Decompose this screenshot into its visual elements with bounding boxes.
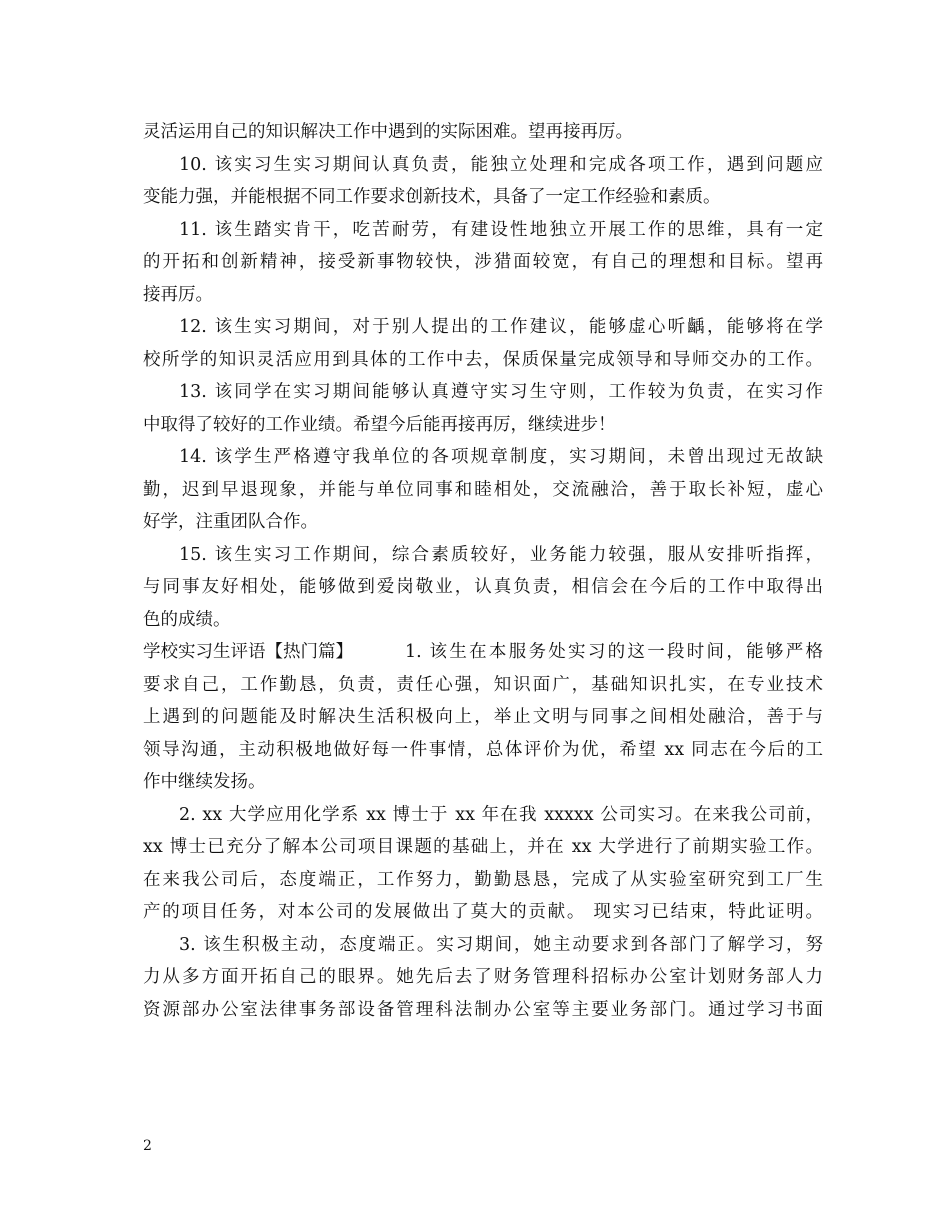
document-body (143, 116, 823, 1026)
item-14-line: 14. 该学生严格遵守我单位的各项规章制度，实习期间，未曾出现过无故缺 (179, 447, 823, 467)
page-number: 2 (143, 1138, 152, 1154)
text-line: 勤，迟到早退现象，并能与单位同事和睦相处，交流融洽，善于取长补短，虚心 (143, 479, 823, 500)
text-line: 在来我公司后，态度端正，工作努力，勤勤恳恳，完成了从实验室研究到工厂生 (143, 869, 823, 890)
text-line: 要求自己，工作勤恳，负责，责任心强，知识面广，基础知识扎实，在专业技术 (143, 674, 823, 695)
text-line: 校所学的知识灵活应用到具体的工作中去，保质保量完成领导和导师交办的工作。 (143, 349, 823, 370)
section-first-line: 1. 该生在本服务处实习的这一段时间，能够严格 (405, 642, 823, 662)
item-13-line: 13. 该同学在实习期间能够认真遵守实习生守则，工作较为负责，在实习作 (179, 382, 823, 402)
text-line: 领导沟通，主动积极地做好每一件事情，总体评价为优，希望 xx 同志在今后的工 (143, 739, 823, 760)
text-line: 上遇到的问题能及时解决生活积极向上，举止文明与同事之间相处融洽，善于与 (143, 707, 823, 727)
text-line: 与同事友好相处，能够做到爱岗敬业，认真负责，相信会在今后的工作中取得出 (143, 577, 823, 597)
text-line: xx 博士已充分了解本公司项目课题的基础上，并在 xx 大学进行了前期实验工作。 (143, 837, 823, 857)
item-10-line: 10. 该实习生实习期间认真负责，能独立处理和完成各项工作，遇到问题应 (179, 154, 823, 175)
text-line: 力从多方面开拓自己的眼界。她先后去了财务管理科招标办公室计划财务部人力 (143, 967, 823, 987)
item-2-line: 2. xx 大学应用化学系 xx 博士于 xx 年在我 xxxxx 公司实习。在来我公司前， (179, 804, 823, 825)
text-line: 资源部办公室法律事务部设备管理科法制办公室等主要业务部门。通过学习书面 (143, 999, 823, 1020)
text-line: 好学，注重团队合作。 (143, 512, 318, 532)
text-line: 中取得了较好的工作业绩。希望今后能再接再厉，继续进步！ (143, 414, 616, 435)
item-11-line: 11. 该生踏实肯干，吃苦耐劳，有建设性地独立开展工作的思维，具有一定 (179, 219, 823, 240)
text-line: 产的项目任务，对本公司的发展做出了莫大的贡献。 现实习已结束，特此证明。 (143, 902, 823, 922)
section-heading: 学校实习生评语【热门篇】 (143, 642, 353, 662)
text-line: 作中继续发扬。 (143, 772, 266, 792)
text-line: 的开拓和创新精神，接受新事物较快，涉猎面较宽，有自己的理想和目标。望再 (143, 252, 823, 272)
text-line: 接再厉。 (143, 284, 213, 305)
item-15-line: 15. 该生实习工作期间，综合素质较好，业务能力较强，服从安排听指挥， (179, 544, 823, 565)
text-line: 灵活运用自己的知识解决工作中遇到的实际困难。望再接再厉。 (143, 122, 633, 142)
item-12-line: 12. 该生实习期间，对于别人提出的工作建议，能够虚心听齲，能够将在学 (179, 317, 823, 337)
text-line: 变能力强，并能根据不同工作要求创新技术，具备了一定工作经验和素质。 (143, 187, 721, 207)
section-heading-line (143, 636, 823, 669)
item-3-line: 3. 该生积极主动，态度端正。实习期间，她主动要求到各部门了解学习，努 (179, 934, 823, 955)
text-line: 色的成绩。 (143, 609, 231, 630)
